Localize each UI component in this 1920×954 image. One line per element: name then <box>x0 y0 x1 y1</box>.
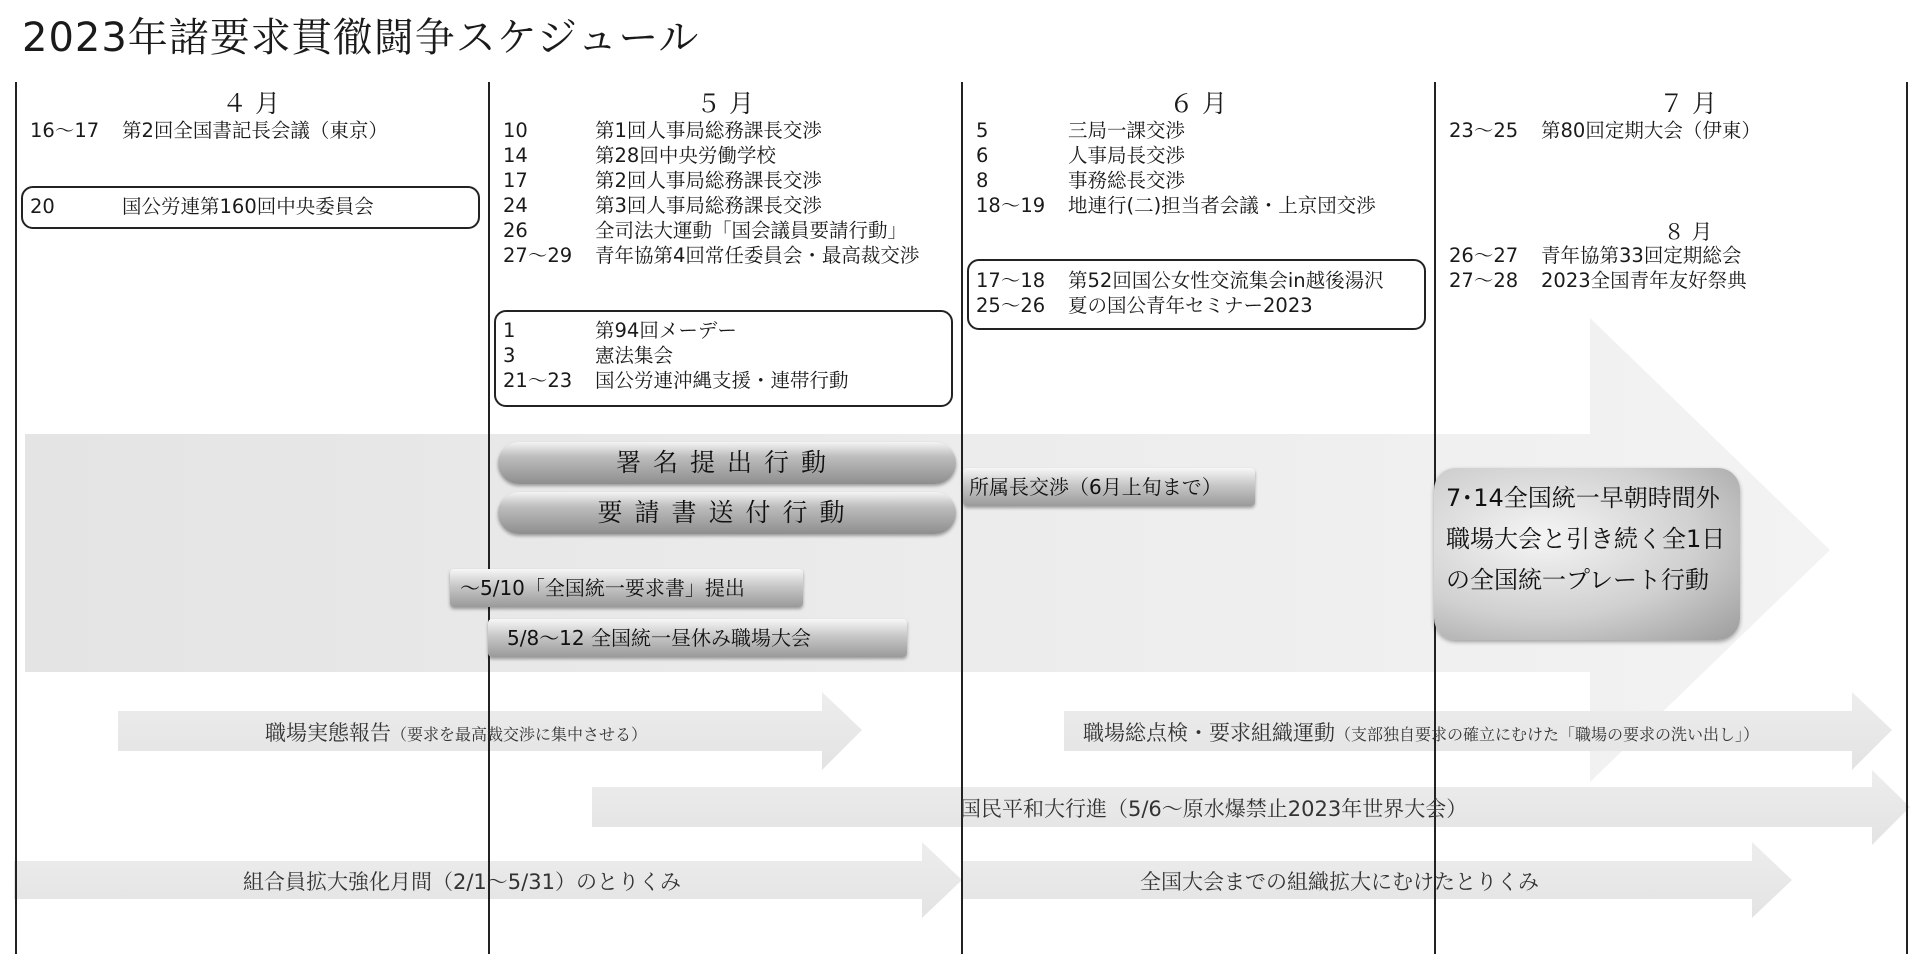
event-text: 地連行(二)担当者会議・上京団交渉 <box>1068 194 1376 217</box>
list-item <box>976 268 1384 293</box>
june-boxed-events <box>976 268 1384 318</box>
list-item <box>30 118 388 143</box>
event-text: 第3回人事局総務課長交渉 <box>595 194 822 217</box>
event-text: 三局一課交渉 <box>1068 119 1186 142</box>
event-date: 10 <box>503 119 528 142</box>
list-item <box>976 143 1376 168</box>
event-date: 27〜29 <box>503 244 573 267</box>
list-item <box>503 318 849 343</box>
demand-submit-tag: 〜5/10「全国統一要求書」提出 <box>450 569 803 607</box>
list-item <box>503 368 849 393</box>
list-item <box>976 168 1376 193</box>
divider-right <box>1906 82 1908 954</box>
event-text: 青年協第33回定期総会 <box>1541 244 1742 267</box>
june-events <box>976 118 1376 218</box>
divider-apr-may <box>488 82 490 954</box>
list-item <box>1449 118 1761 143</box>
membership-month-label: 組合員拡大強化月間（2/1〜5/31）のとりくみ <box>243 870 681 894</box>
list-item <box>503 218 919 243</box>
month-june: ６ 月 <box>1169 89 1227 118</box>
list-item <box>503 343 849 368</box>
list-item <box>503 143 919 168</box>
event-date: 14 <box>503 144 528 167</box>
inspection-note: （支部独自要求の確立にむけた「職場の要求の洗い出し」） <box>1335 725 1760 744</box>
event-date: 20 <box>30 195 55 218</box>
event-date: 1 <box>503 319 516 342</box>
event-text: 第2回人事局総務課長交渉 <box>595 169 822 192</box>
list-item <box>1449 243 1747 268</box>
month-may: ５ 月 <box>696 89 754 118</box>
divider-left <box>15 82 17 954</box>
event-date: 26 <box>503 219 528 242</box>
list-item <box>503 168 919 193</box>
page-title: 2023年諸要求貫徹闘争スケジュール <box>22 15 700 61</box>
event-text: 国公労連沖縄支援・連帯行動 <box>595 369 849 392</box>
month-august: ８ 月 <box>1663 220 1713 244</box>
event-date: 18〜19 <box>976 194 1046 217</box>
may-events <box>503 118 919 268</box>
event-date: 17 <box>503 169 528 192</box>
event-date: 17〜18 <box>976 269 1046 292</box>
event-date: 5 <box>976 119 989 142</box>
month-april: ４ 月 <box>222 89 280 118</box>
event-text: 人事局長交渉 <box>1068 144 1186 167</box>
event-text: 第80回定期大会（伊東） <box>1541 119 1761 142</box>
list-item <box>503 243 919 268</box>
event-text: 第28回中央労働学校 <box>595 144 776 167</box>
lunch-rally-tag: 5/8〜12 全国統一昼休み職場大会 <box>488 619 907 657</box>
report-bar-label <box>265 717 647 747</box>
event-text: 第52回国公女性交流集会in越後湯沢 <box>1068 269 1384 292</box>
list-item <box>503 193 919 218</box>
event-text: 第1回人事局総務課長交渉 <box>595 119 822 142</box>
list-item <box>976 118 1376 143</box>
may-boxed-events <box>503 318 849 393</box>
event-text: 夏の国公青年セミナー2023 <box>1068 294 1313 317</box>
event-text: 憲法集会 <box>595 344 674 367</box>
report-main: 職場実態報告 <box>265 721 391 745</box>
event-date: 26〜27 <box>1449 244 1519 267</box>
divider-may-jun <box>961 82 963 954</box>
event-date: 16〜17 <box>30 119 100 142</box>
event-text: 国公労連第160回中央委員会 <box>122 195 374 218</box>
manager-talks-tag: 所属長交渉（6月上旬まで） <box>963 468 1255 506</box>
signature-action-pill: 署名提出行動 <box>498 442 956 484</box>
event-text: 事務総長交渉 <box>1068 169 1186 192</box>
event-text: 2023全国青年友好祭典 <box>1541 269 1747 292</box>
inspection-bar-label <box>1083 717 1759 747</box>
event-date: 3 <box>503 344 516 367</box>
event-date: 23〜25 <box>1449 119 1519 142</box>
list-item <box>976 293 1384 318</box>
event-text: 青年協第4回常任委員会・最高裁交渉 <box>595 244 920 267</box>
event-text: 第2回全国書記長会議（東京） <box>122 119 388 142</box>
list-item <box>1449 268 1747 293</box>
report-note: （要求を最高裁交渉に集中させる） <box>391 725 648 744</box>
event-date: 6 <box>976 144 989 167</box>
list-item <box>976 193 1376 218</box>
event-date: 21〜23 <box>503 369 573 392</box>
august-events <box>1449 243 1747 293</box>
inspection-main: 職場総点検・要求組織運動 <box>1083 721 1335 745</box>
event-text: 第94回メーデー <box>595 319 737 342</box>
month-july: ７ 月 <box>1659 89 1717 118</box>
event-date: 27〜28 <box>1449 269 1519 292</box>
event-date: 25〜26 <box>976 294 1046 317</box>
request-letter-pill: 要請書送付行動 <box>498 492 956 534</box>
event-text: 全司法大運動「国会議員要請行動」 <box>595 219 908 242</box>
org-expansion-label: 全国大会までの組織拡大にむけたとりくみ <box>1140 870 1539 894</box>
peace-march-label: 国民平和大行進（5/6〜原水爆禁止2023年世界大会） <box>960 797 1468 821</box>
list-item <box>503 118 919 143</box>
list-item <box>30 194 374 219</box>
event-date: 8 <box>976 169 989 192</box>
event-date: 24 <box>503 194 528 217</box>
july14-action-note: 7･14全国統一早朝時間外職場大会と引き続く全1日の全国統一プレート行動 <box>1434 468 1740 640</box>
